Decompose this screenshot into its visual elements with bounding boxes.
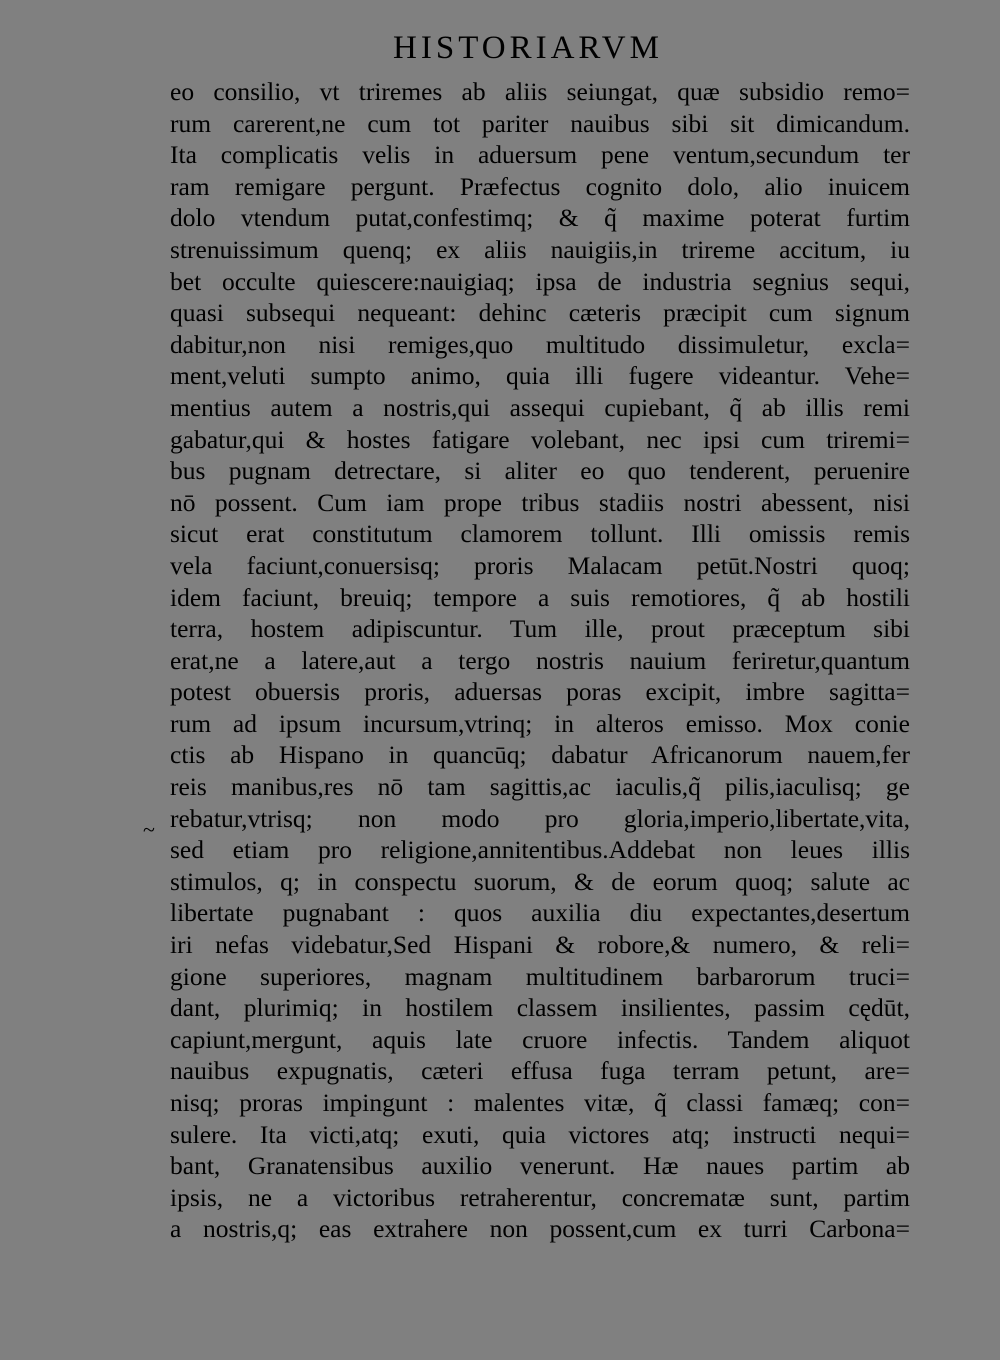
text-line: sicut erat constitutum clamorem tollunt. Illi omissis remis — [170, 519, 910, 549]
text-line: libertate pugnabant : quos auxilia diu expectantes,desertum — [170, 898, 910, 928]
text-line: dant, plurimiq; in hostilem classem insilientes, passim cędūt, — [170, 993, 910, 1023]
text-line: terra, hostem adipiscuntur. Tum ille, prout præceptum sibi — [170, 614, 910, 644]
text-line: sed etiam pro religione,annitentibus.Addebat non leues illis — [170, 835, 910, 865]
text-line: strenuissimum quenq; ex aliis nauigiis,in trireme accitum, iu — [170, 234, 910, 264]
text-line: Ita complicatis velis in aduersum pene ventum,secundum ter — [170, 140, 910, 170]
text-line: dabitur,non nisi remiges,quo multitudo dissimuletur, excla= — [170, 329, 910, 359]
text-line: quasi subsequi nequeant: dehinc cæteris præcipit cum signum — [170, 298, 910, 328]
text-line: bet occulte quiescere:nauigiaq; ipsa de industria segnius sequi, — [170, 266, 910, 296]
text-line: nisq; proras impingunt : malentes vitæ, q̃ classi famæq; con= — [170, 1088, 910, 1117]
text-line: rebatur,vtrisq; non modo pro gloria,imperio,libertate,vita, — [170, 803, 910, 833]
text-line: ipsis, ne a victoribus retraherentur, concrematæ sunt, partim — [170, 1182, 910, 1212]
text-line: eo consilio, vt triremes ab aliis seiungat, quæ subsidio remo= — [170, 77, 910, 106]
text-line: sulere. Ita victi,atq; exuti, quia victores atq; instructi nequi= — [170, 1119, 910, 1149]
text-line: gione superiores, magnam multitudinem barbarorum truci= — [170, 961, 910, 991]
text-line: ctis ab Hispano in quancūq; dabatur Africanorum nauem,fer — [170, 740, 910, 770]
text-line: nauibus expugnatis, cæteri effusa fuga terram petunt, are= — [170, 1056, 910, 1086]
text-line: reis manibus,res nō tam sagittis,ac iaculis,q̃ pilis,iaculisq; ge — [170, 772, 910, 802]
text-line: nō possent. Cum iam prope tribus stadiis nostri abessent, nisi — [170, 487, 910, 517]
text-line: ment,veluti sumpto animo, quia illi fugere videantur. Vehe= — [170, 361, 910, 391]
text-line: bant, Granatensibus auxilio venerunt. Hæ naues partim ab — [170, 1151, 910, 1181]
text-line: a nostris,q; eas extrahere non possent,cum ex turri Carbona= — [170, 1214, 910, 1244]
text-line: idem faciunt, breuiq; tempore a suis remotiores, q̃ ab hostili — [170, 582, 910, 612]
text-line: stimulos, q; in conspectu suorum, & de eorum quoq; salute ac — [170, 866, 910, 896]
margin-mark: ~ — [143, 817, 155, 842]
text-line: gabatur,qui & hostes fatigare volebant, nec ipsi cum triremi= — [170, 424, 910, 454]
text-line: iri nefas videbatur,Sed Hispani & robore,& numero, & reli= — [170, 930, 910, 960]
text-line: ram remigare pergunt. Præfectus cognito dolo, alio inuicem — [170, 171, 910, 201]
text-line: rum ad ipsum incursum,vtrinq; in alteros emisso. Mox conie — [170, 708, 910, 738]
text-line: dolo vtendum putat,confestimq; & q̃ maxime poterat furtim — [170, 203, 910, 233]
text-line: capiunt,mergunt, aquis late cruore infectis. Tandem aliquot — [170, 1024, 910, 1054]
text-line: vela faciunt,conuersisq; proris Malacam petūt.Nostri quoq; — [170, 550, 910, 580]
text-line: potest obuersis proris, aduersas poras excipit, imbre sagitta= — [170, 677, 910, 707]
text-line: bus pugnam detrectare, si aliter eo quo tenderent, peruenire — [170, 456, 910, 486]
text-line: erat,ne a latere,aut a tergo nostris nauium feriretur,quantum — [170, 645, 910, 675]
running-head: HISTORIARVM — [393, 30, 663, 66]
body-text — [170, 76, 910, 1245]
text-line: rum carerent,ne cum tot pariter nauibus sibi sit dimicandum. — [170, 108, 910, 138]
text-line: mentius autem a nostris,qui assequi cupiebant, q̃ ab illis remi — [170, 392, 910, 422]
